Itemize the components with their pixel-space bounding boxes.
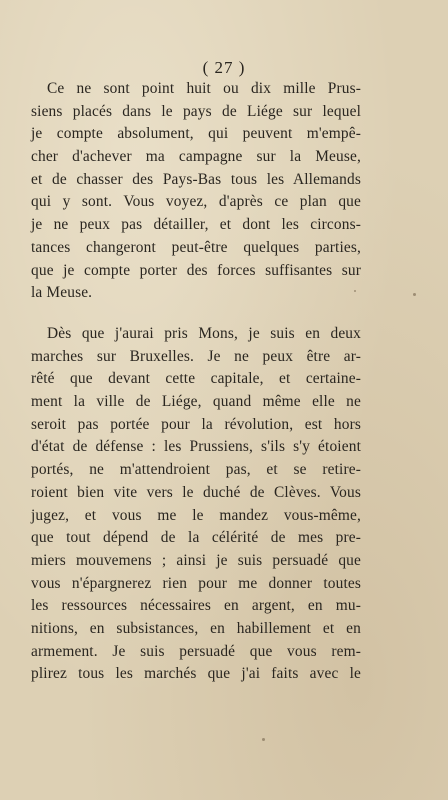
text-line: qui y sont. Vous voyez, d'après ce plan que (31, 193, 361, 211)
text-line: et de chasser des Pays-Bas tous les Allemands (31, 170, 361, 188)
text-line: plirez tous les marchés que j'ai faits avec le (31, 665, 361, 683)
text-line: d'état de défense : les Prussiens, s'ils s'y étoient (31, 438, 361, 456)
text-line: que je compte porter des forces suffisantes sur (31, 261, 361, 279)
text-line: seroit pas portée pour la révolution, est hors (31, 415, 361, 433)
text-line: ment la ville de Liége, quand même elle ne (31, 393, 361, 411)
text-line: je compte absolument, qui peuvent m'empê- (31, 125, 361, 143)
page-number: ( 27 ) (202, 58, 246, 77)
text-line: marches sur Bruxelles. Je ne peux être ar- (31, 347, 361, 365)
text-line: la Meuse. (31, 284, 93, 302)
paragraph-1 (31, 78, 361, 305)
paper-speck (354, 290, 356, 292)
text-line: Dès que j'aurai pris Mons, je suis en deux (47, 325, 361, 342)
text-line: vous n'épargnerez rien pour me donner toutes (31, 574, 361, 592)
text-line: Ce ne sont point huit ou dix mille Prus- (47, 80, 361, 97)
text-line: que tout dépend de la célérité de mes pre- (31, 529, 361, 547)
text-line: je ne peux pas détailler, et dont les circons- (31, 216, 361, 234)
paper-speck (413, 293, 416, 296)
text-line: roient bien vite vers le duché de Clèves. Vous (31, 483, 361, 501)
text-line: tances changeront peut-être quelques parties, (31, 238, 361, 256)
text-line: siens placés dans le pays de Liége sur lequel (31, 102, 361, 120)
text-line: miers mouvemens ; ainsi je suis persuadé que (31, 551, 361, 569)
text-line: portés, ne m'attendroient pas, et se retire- (31, 461, 361, 479)
text-line: les ressources nécessaires en argent, en mu- (31, 597, 361, 615)
text-line: armement. Je suis persuadé que vous rem- (31, 642, 361, 660)
text-line: rêté que devant cette capitale, et certaine- (31, 370, 361, 388)
text-line: jugez, et vous me le mandez vous-même, (31, 506, 361, 524)
text-line: nitions, en subsistances, en habillement et en (31, 619, 361, 637)
paragraph-2 (31, 323, 361, 686)
text-line: cher d'achever ma campagne sur la Meuse, (31, 148, 361, 166)
paper-speck (262, 738, 265, 741)
